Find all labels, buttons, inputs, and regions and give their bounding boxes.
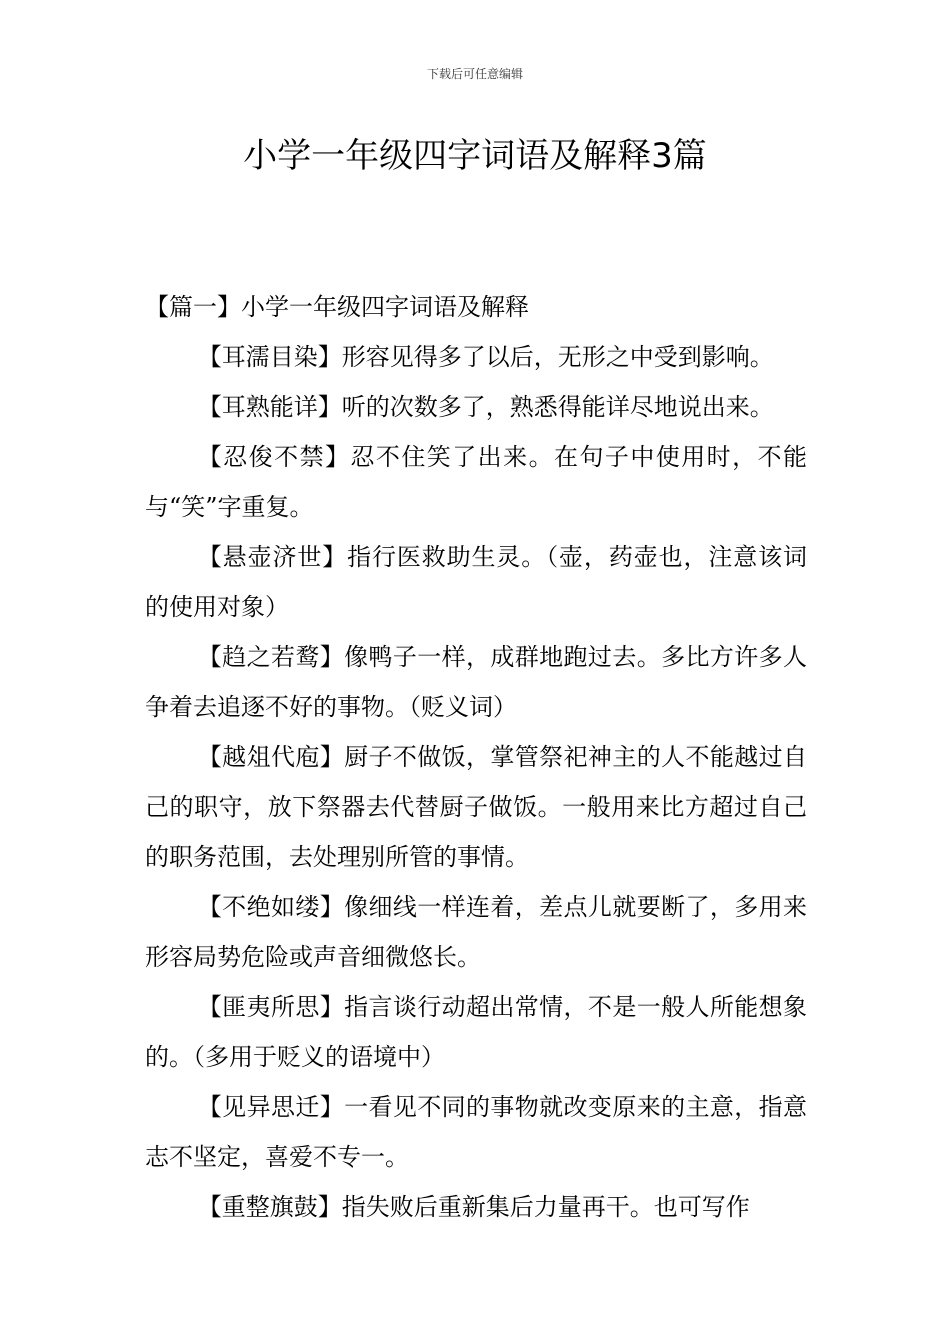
idiom-entry: 【趋之若鹜】像鸭子一样，成群地跑过去。多比方许多人争着去追逐不好的事物。（贬义词）: [145, 643, 807, 721]
idiom-entry: 【悬壶济世】指行医救助生灵。（壶，药壶也，注意该词的使用对象）: [145, 543, 807, 621]
document-body: [145, 282, 807, 1232]
idiom-entry: 【耳熟能详】听的次数多了，熟悉得能详尽地说出来。: [197, 393, 774, 421]
idiom-entry: 【匪夷所思】指言谈行动超出常情，不是一般人所能想象的。（多用于贬义的语境中）: [145, 993, 807, 1071]
idiom-entry: 【见异思迁】一看见不同的事物就改变原来的主意，指意志不坚定，喜爱不专一。: [145, 1093, 807, 1171]
idiom-entry: 【重整旗鼓】指失败后重新集后力量再干。也可写作: [197, 1193, 750, 1221]
header-note: 下载后可任意编辑: [426, 67, 523, 81]
idiom-entry: 【不绝如缕】像细线一样连着，差点儿就要断了，多用来形容局势危险或声音细微悠长。: [145, 893, 807, 971]
idiom-entry: 【越俎代庖】厨子不做饭，掌管祭祀神主的人不能越过自己的职守，放下祭器去代替厨子做饭。一般用来比方超过自己的职务范围，去处理别所管的事情。: [145, 743, 807, 871]
document-title: 小学一年级四字词语及解释3篇: [243, 136, 707, 176]
idiom-entry: 【耳濡目染】形容见得多了以后，无形之中受到影响。: [197, 343, 774, 371]
idiom-entry: 【忍俊不禁】忍不住笑了出来。在句子中使用时，不能与“笑”字重复。: [145, 443, 807, 521]
section-heading: 【篇一】小学一年级四字词语及解释: [145, 293, 529, 321]
